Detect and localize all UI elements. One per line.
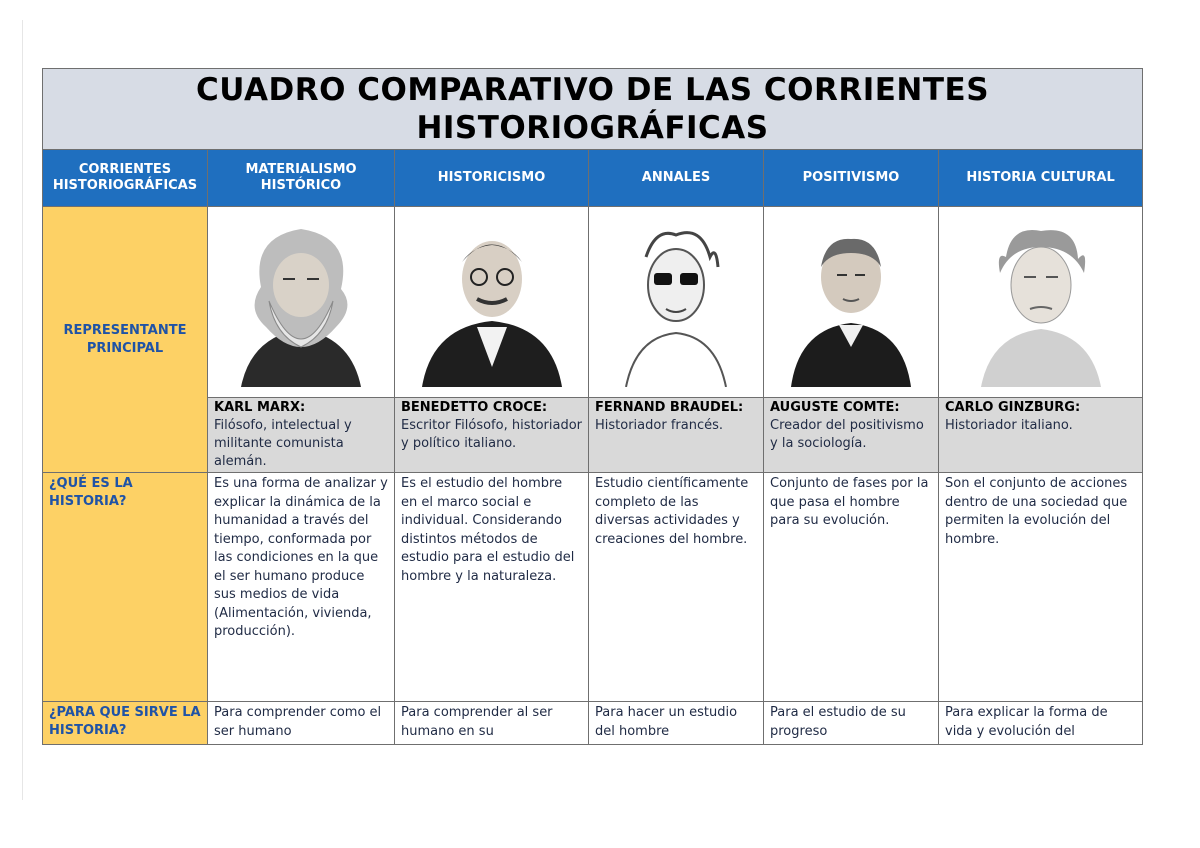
que-es-cell: Estudio científicamente completo de las diversas actividades y creaciones del hombre. — [589, 473, 764, 702]
representante-name: CARLO GINZBURG: — [945, 400, 1081, 415]
karl-marx-portrait — [231, 217, 371, 387]
representante-description: Historiador italiano. — [945, 418, 1073, 433]
header-historia-cultural: HISTORIA CULTURAL — [939, 150, 1143, 207]
header-materialismo: MATERIALISMO HISTÓRICO — [208, 150, 395, 207]
page-margin-line — [22, 20, 23, 800]
fernand-braudel-portrait — [606, 217, 746, 387]
representante-name: AUGUSTE COMTE: — [770, 400, 900, 415]
header-label: CORRIENTES HISTORIOGRÁFICAS — [43, 150, 208, 207]
representante-comte — [764, 398, 939, 473]
carlo-ginzburg-portrait — [966, 217, 1116, 387]
representante-name: KARL MARX: — [214, 400, 306, 415]
para-que-cell: Para comprender al ser humano en su — [395, 702, 589, 745]
header-annales: ANNALES — [589, 150, 764, 207]
row-label-que-es: ¿QUÉ ES LA HISTORIA? — [43, 473, 208, 702]
representante-name: BENEDETTO CROCE: — [401, 400, 548, 415]
representante-ginzburg — [939, 398, 1143, 473]
que-es-cell: Son el conjunto de acciones dentro de una sociedad que permiten la evolución del hombre. — [939, 473, 1143, 702]
que-es-cell: Es una forma de analizar y explicar la dinámica de la humanidad a través del tiempo, conformada por las condiciones en la que el ser humano produce sus medios de vida (Alimentación, vivienda, producción). — [208, 473, 395, 702]
para-que-cell: Para el estudio de su progreso — [764, 702, 939, 745]
representante-description: Creador del positivismo y la sociología. — [770, 418, 924, 451]
representante-croce — [395, 398, 589, 473]
row-label-representante: REPRESENTANTE PRINCIPAL — [43, 207, 208, 473]
auguste-comte-portrait — [781, 217, 921, 387]
row-label-para-que: ¿PARA QUE SIRVE LA HISTORIA? — [43, 702, 208, 745]
portrait-cell — [589, 207, 764, 398]
benedetto-croce-portrait — [417, 217, 567, 387]
comparison-table — [42, 68, 1143, 745]
representante-description: Escritor Filósofo, historiador y político italiano. — [401, 418, 582, 451]
representante-description: Historiador francés. — [595, 418, 723, 433]
header-positivismo: POSITIVISMO — [764, 150, 939, 207]
header-historicismo: HISTORICISMO — [395, 150, 589, 207]
representante-marx — [208, 398, 395, 473]
portrait-cell — [208, 207, 395, 398]
representante-name: FERNAND BRAUDEL: — [595, 400, 744, 415]
para-que-cell: Para hacer un estudio del hombre — [589, 702, 764, 745]
portrait-cell — [764, 207, 939, 398]
portrait-cell — [939, 207, 1143, 398]
para-que-cell: Para comprender como el ser humano — [208, 702, 395, 745]
que-es-cell: Es el estudio del hombre en el marco social e individual. Considerando distintos métodos de estudio para el estudio del hombre y la naturaleza. — [395, 473, 589, 702]
representante-description: Filósofo, intelectual y militante comunista alemán. — [214, 418, 352, 469]
portrait-cell — [395, 207, 589, 398]
table-title: CUADRO COMPARATIVO DE LAS CORRIENTES HISTORIOGRÁFICAS — [43, 69, 1143, 150]
que-es-cell: Conjunto de fases por la que pasa el hombre para su evolución. — [764, 473, 939, 702]
para-que-cell: Para explicar la forma de vida y evolución del — [939, 702, 1143, 745]
representante-braudel — [589, 398, 764, 473]
comparison-sheet — [42, 68, 1142, 745]
